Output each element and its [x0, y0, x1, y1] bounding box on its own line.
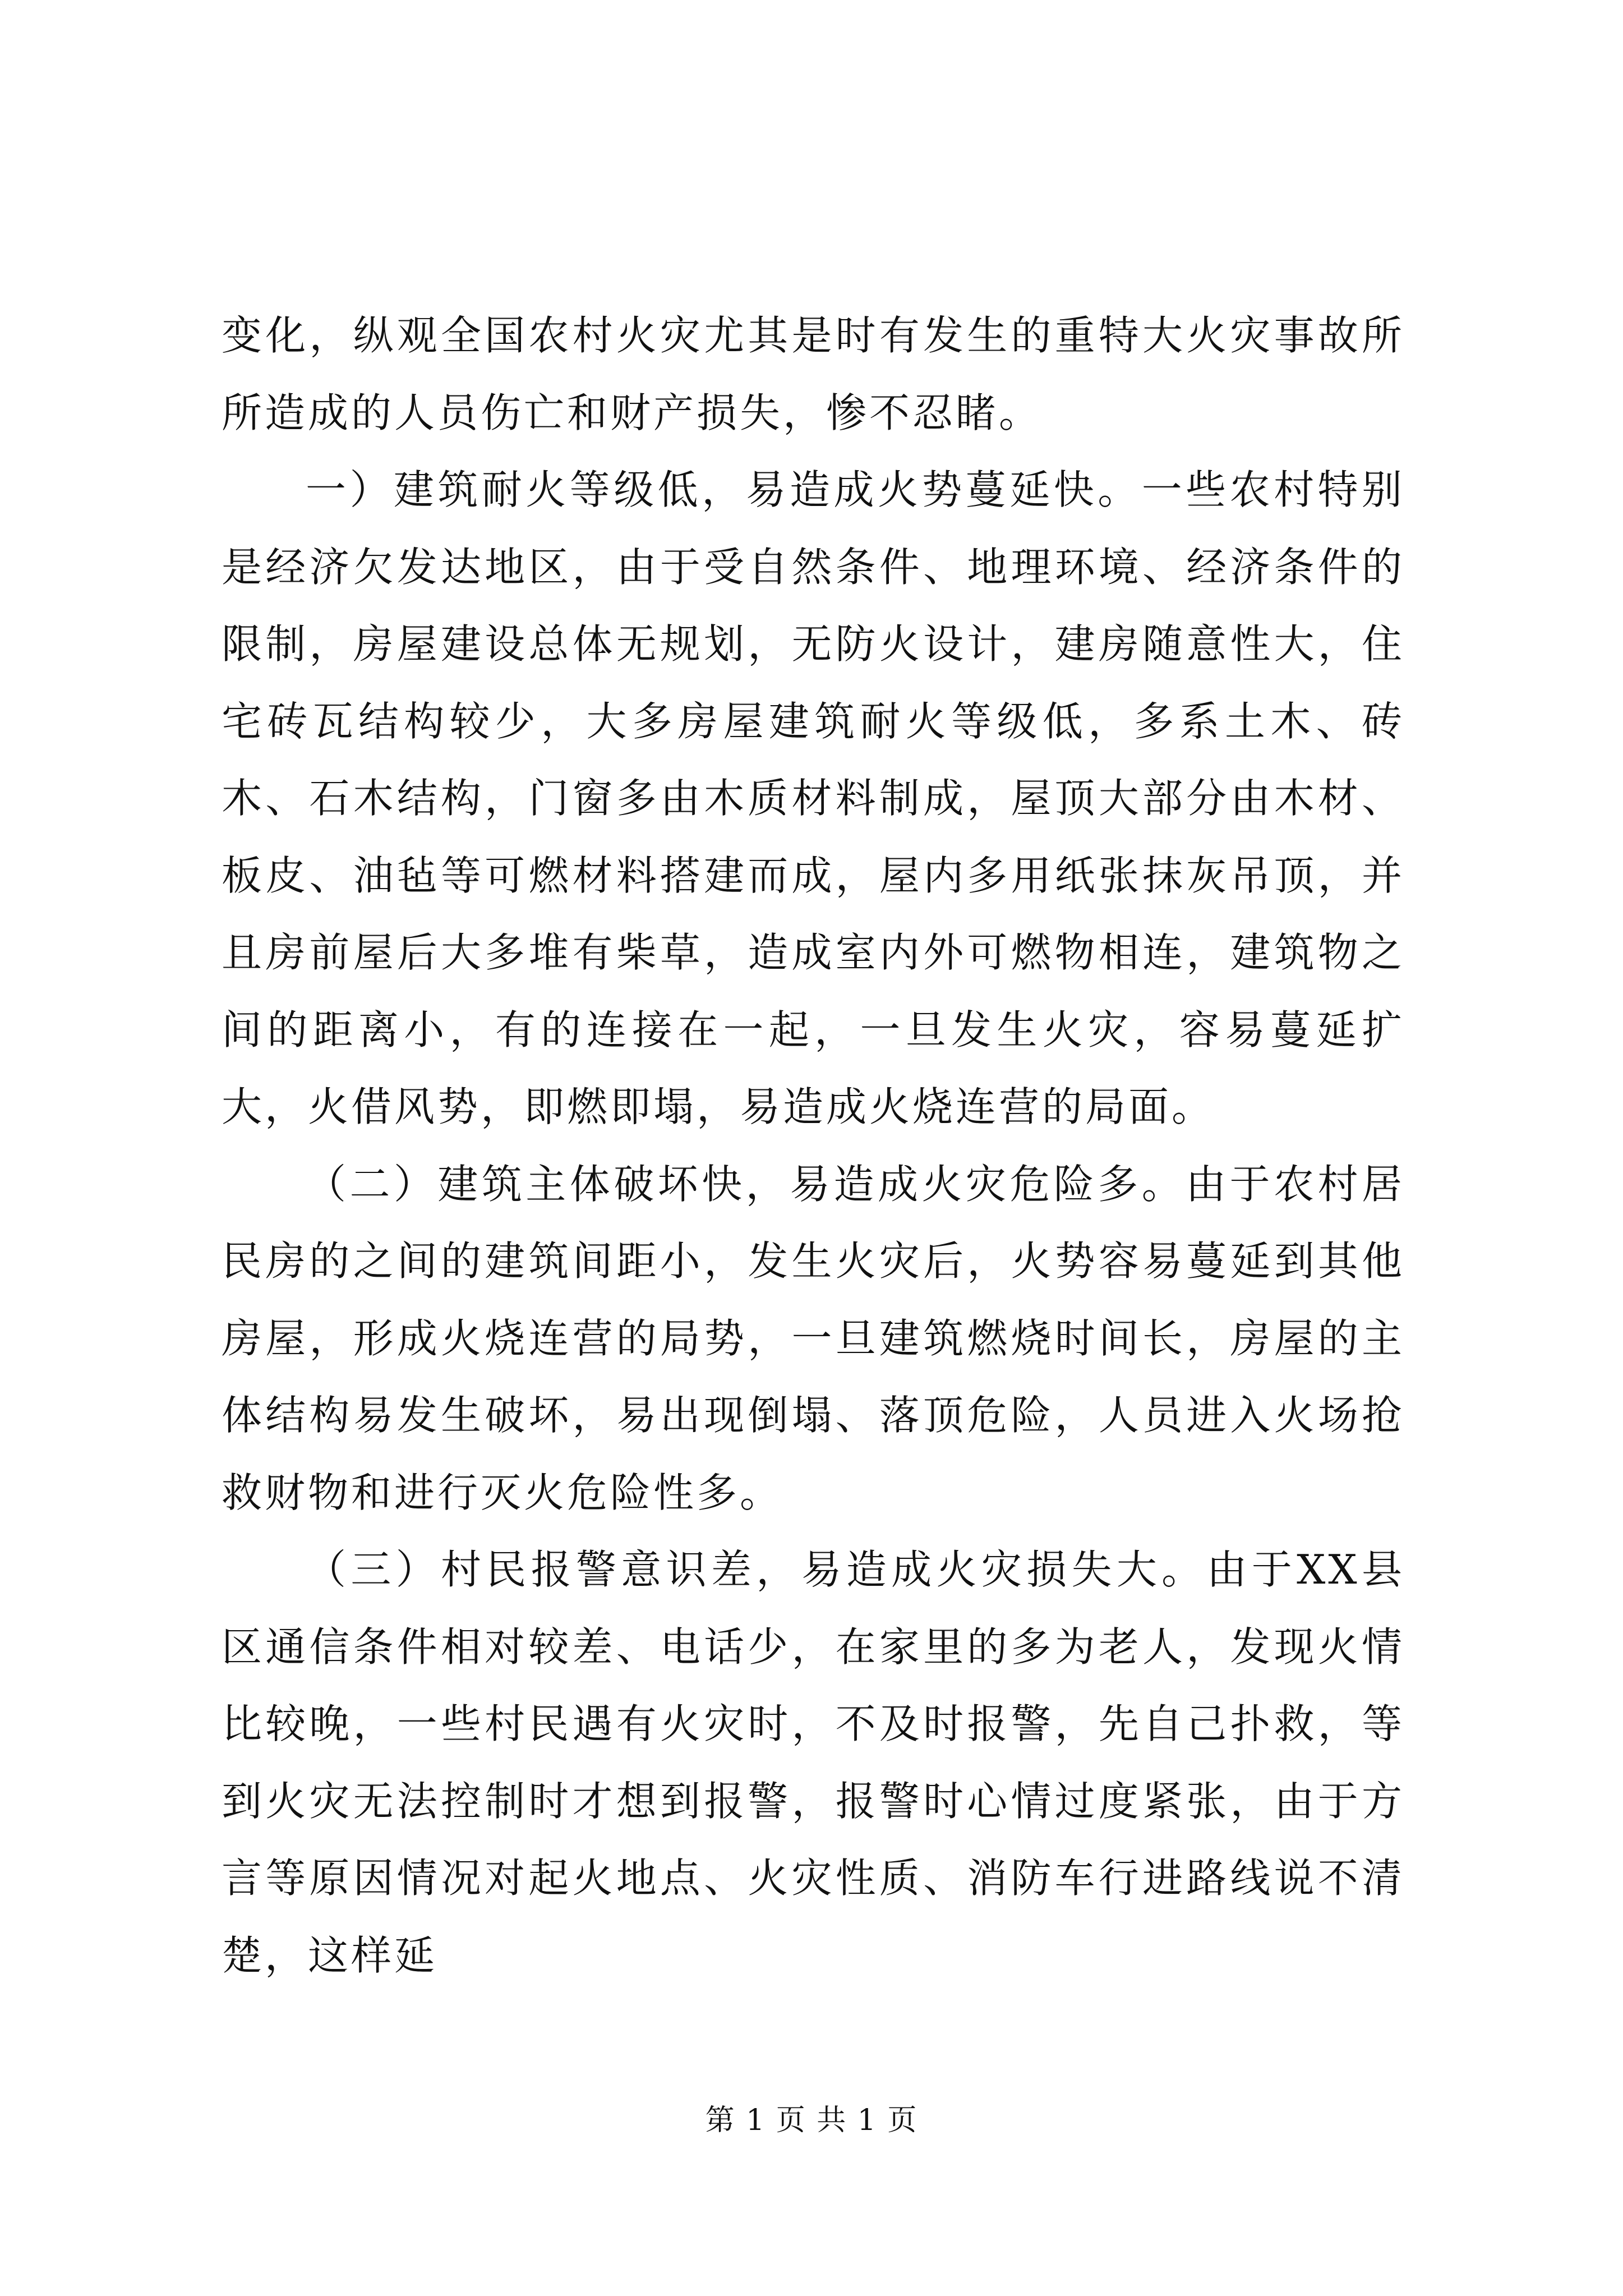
page-number-footer: 第 1 页 共 1 页: [705, 2104, 918, 2137]
paragraph-section-three: （三）村民报警意识差，易造成火灾损失大。由于XX县区通信条件相对较差、电话少，在家里的多为老人，发现火情比较晚，一些村民遇有火灾时，不及时报警，先自己扑救，等到火灾无法控制时才想到报警，报警时心情过度紧张，由于方言等原因情况对起火地点、火灾性质、消防车行进路线说不清楚，这样延: [222, 1546, 1405, 1979]
paragraph-section-one: 一）建筑耐火等级低，易造成火势蔓延快。一些农村特别是经济欠发达地区，由于受自然条件、地理环境、经济条件的限制，房屋建设总体无规划，无防火设计，建房随意性大，住宅砖瓦结构较少，大多房屋建筑耐火等级低，多系土木、砖木、石木结构，门窗多由木质材料制成，屋顶大部分由木材、板皮、油毡等可燃材料搭建而成，屋内多用纸张抹灰吊顶，并且房前屋后大多堆有柴草，造成室内外可燃物相连，建筑物之间的距离小，有的连接在一起，一旦发生火灾，容易蔓延扩大，火借风势，即燃即塌，易造成火烧连营的局面。: [222, 466, 1405, 1130]
paragraph-intro: 变化，纵观全国农村火灾尤其是时有发生的重特大火灾事故所所造成的人员伤亡和财产损失，惨不忍睹。: [222, 312, 1405, 436]
document-body: [222, 297, 1405, 1994]
paragraph-section-two: （二）建筑主体破坏快，易造成火灾危险多。由于农村居民房的之间的建筑间距小，发生火灾后，火势容易蔓延到其他房屋，形成火烧连营的局势，一旦建筑燃烧时间长，房屋的主体结构易发生破坏，易出现倒塌、落顶危险，人员进入火场抢救财物和进行灭火危险性多。: [222, 1160, 1405, 1516]
